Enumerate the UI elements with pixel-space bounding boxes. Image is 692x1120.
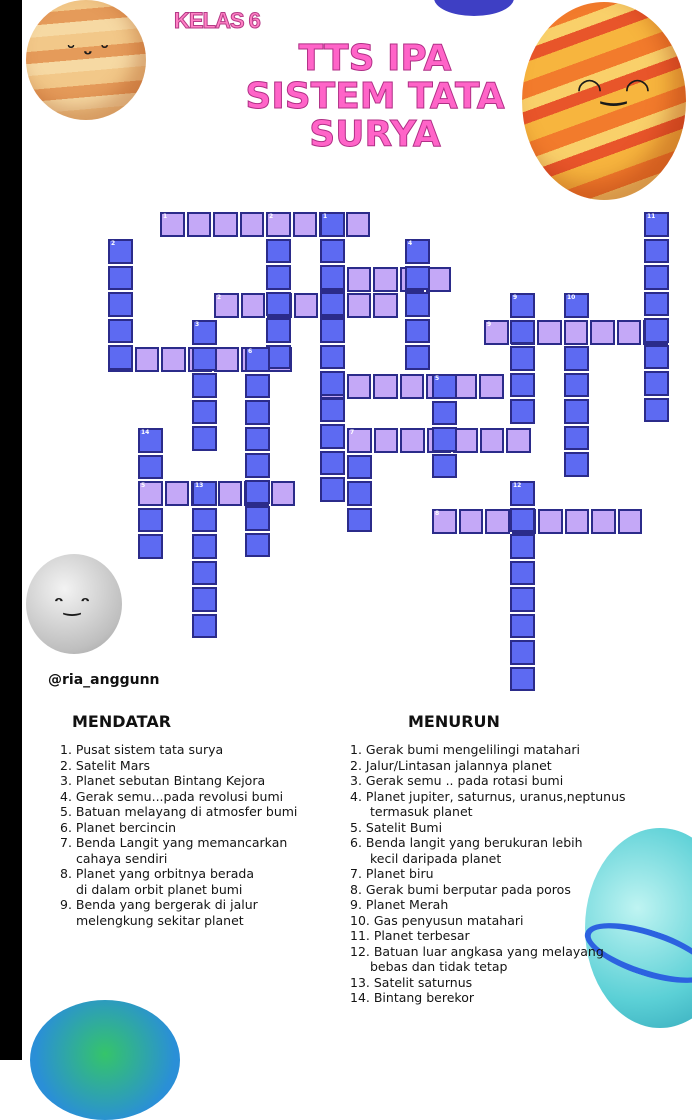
down-clue: 13. Satelit saturnus: [350, 974, 473, 990]
earth-illustration: [30, 1000, 180, 1120]
crossword-cell-across[interactable]: [485, 509, 510, 534]
crossword-cell-down[interactable]: [510, 346, 535, 371]
crossword-cell-down[interactable]: [510, 534, 535, 559]
crossword-cell-down[interactable]: [245, 427, 270, 452]
crossword-cell-down[interactable]: [564, 373, 589, 398]
clue-number: 10: [567, 294, 576, 301]
left-border: [0, 0, 22, 1060]
crossword-cell-down[interactable]: [510, 667, 535, 692]
crossword-cell-down[interactable]: [108, 292, 133, 317]
crossword-cell-across[interactable]: [453, 428, 478, 453]
crossword-cell-down[interactable]: [644, 212, 669, 237]
crossword-cell-down[interactable]: [266, 345, 291, 370]
across-clue-list: [60, 742, 345, 928]
crossword-cell-across[interactable]: [590, 320, 615, 345]
crossword-cell-down[interactable]: [644, 292, 669, 317]
crossword-cell-down[interactable]: [320, 477, 345, 502]
crossword-cell-down[interactable]: [510, 293, 535, 318]
down-clue: 1. Gerak bumi mengelilingi matahari: [350, 742, 580, 757]
crossword-cell-down[interactable]: [266, 239, 291, 264]
crossword-cell-across[interactable]: [241, 293, 266, 318]
down-clue: 9. Planet Merah: [350, 897, 449, 912]
across-clue: cahaya sendiri: [76, 850, 168, 866]
crossword-cell-down[interactable]: [432, 374, 457, 399]
across-clue: 2. Satelit Mars: [60, 757, 151, 773]
clue-number: 11: [647, 213, 656, 220]
crossword-cell-down[interactable]: [108, 266, 133, 291]
crossword-cell-down[interactable]: [347, 481, 372, 506]
crossword-cell-across[interactable]: [213, 212, 238, 237]
down-clue: kecil daripada planet: [370, 850, 502, 866]
crossword-cell-across[interactable]: [240, 212, 265, 237]
crossword-cell-down[interactable]: [245, 506, 270, 531]
crossword-cell-across[interactable]: [347, 428, 372, 453]
across-clue: 4. Gerak semu...pada revolusi bumi: [60, 788, 284, 804]
clue-number: 3: [195, 321, 200, 328]
crossword-cell-down[interactable]: [245, 453, 270, 478]
crossword-cell-down[interactable]: [320, 398, 345, 423]
crossword-cell-down[interactable]: [644, 345, 669, 370]
crossword-cell-across[interactable]: [484, 320, 509, 345]
crossword-cell-across[interactable]: [161, 347, 186, 372]
crossword-cell-across[interactable]: [565, 509, 590, 534]
crossword-cell-down[interactable]: [347, 455, 372, 480]
down-clue: 12. Batuan luar angkasa yang melayang: [350, 943, 604, 959]
crossword-cell-down[interactable]: [320, 371, 345, 396]
crossword-cell-down[interactable]: [405, 345, 430, 370]
crossword-cell-down[interactable]: [644, 398, 669, 423]
crossword-cell-down[interactable]: [266, 292, 291, 317]
crossword-cell-down[interactable]: [510, 640, 535, 665]
across-clue: 5. Batuan melayang di atmosfer bumi: [60, 804, 298, 819]
crossword-cell-across[interactable]: [400, 374, 425, 399]
clue-number: 1: [163, 213, 168, 220]
crossword-cell-across[interactable]: [479, 374, 504, 399]
crossword-cell-down[interactable]: [510, 614, 535, 639]
crossword-cell-down[interactable]: [192, 587, 217, 612]
crossword-cell-down[interactable]: [138, 508, 163, 533]
crossword-cell-down[interactable]: [405, 292, 430, 317]
crossword-cell-down[interactable]: [245, 374, 270, 399]
crossword-cell-down[interactable]: [432, 427, 457, 452]
crossword-cell-down[interactable]: [192, 347, 217, 372]
crossword-cell-down[interactable]: [108, 319, 133, 344]
down-clue-list: [350, 742, 680, 1006]
down-clue: 6. Benda langit yang berukuran lebih: [350, 835, 583, 850]
page-title: [200, 40, 550, 154]
down-clue: 3. Gerak semu .. pada rotasi bumi: [350, 773, 564, 788]
down-clue: 11. Planet terbesar: [350, 928, 470, 943]
across-clue: 8. Planet yang orbitnya berada: [60, 866, 255, 881]
crossword-cell-down[interactable]: [192, 614, 217, 639]
crossword-cell-down[interactable]: [510, 399, 535, 424]
crossword-cell-across[interactable]: [138, 481, 163, 506]
crossword-cell-across[interactable]: [294, 293, 319, 318]
down-clue: 14. Bintang berekor: [350, 990, 474, 1005]
down-clue: 2. Jalur/Lintasan jalannya planet: [350, 757, 552, 773]
grade-label: KELAS 6: [174, 8, 260, 33]
clue-number: 14: [141, 429, 150, 436]
crossword-cell-across[interactable]: [373, 293, 398, 318]
clue-number: 1: [323, 213, 328, 220]
crossword-cell-across[interactable]: [346, 212, 371, 237]
crossword-cell-across[interactable]: [373, 374, 398, 399]
crossword-cell-down[interactable]: [192, 320, 217, 345]
crossword-cell-down[interactable]: [510, 481, 535, 506]
crossword-cell-down[interactable]: [510, 320, 535, 345]
jupiter-illustration: ◠‿◠: [522, 2, 686, 200]
clue-number: 6: [248, 348, 253, 355]
clue-number: 9: [513, 294, 518, 301]
clue-number: 12: [513, 482, 522, 489]
crossword-cell-down[interactable]: [266, 318, 291, 343]
crossword-cell-down[interactable]: [320, 212, 345, 237]
crossword-cell-across[interactable]: [591, 509, 616, 534]
crossword-cell-down[interactable]: [245, 347, 270, 372]
crossword-cell-across[interactable]: [214, 347, 239, 372]
crossword-cell-down[interactable]: [245, 533, 270, 558]
clue-number: 5: [141, 482, 146, 489]
down-clue: bebas dan tidak tetap: [370, 959, 508, 974]
title-line-1: TTS IPA: [298, 38, 452, 79]
crossword-cell-down[interactable]: [108, 345, 133, 370]
down-clue: 7. Planet biru: [350, 866, 434, 881]
crossword-cell-across[interactable]: [135, 347, 160, 372]
crossword-cell-across[interactable]: [538, 509, 563, 534]
crossword-cell-across[interactable]: [293, 212, 318, 237]
crossword-cell-down[interactable]: [347, 508, 372, 533]
crossword-cell-across[interactable]: [214, 293, 239, 318]
crossword-cell-down[interactable]: [564, 346, 589, 371]
crossword-cell-down[interactable]: [192, 481, 217, 506]
crossword-cell-across[interactable]: [480, 428, 505, 453]
crossword-cell-down[interactable]: [320, 345, 345, 370]
crossword-cell-down[interactable]: [266, 265, 291, 290]
crossword-cell-down[interactable]: [192, 426, 217, 451]
crossword-cell-down[interactable]: [405, 266, 430, 291]
crossword-cell-down[interactable]: [644, 371, 669, 396]
crossword-cell-down[interactable]: [564, 452, 589, 477]
crossword-cell-down[interactable]: [510, 587, 535, 612]
crossword-cell-across[interactable]: [347, 267, 372, 292]
crossword-cell-across[interactable]: [373, 267, 398, 292]
clue-number: 5: [435, 375, 440, 382]
title-line-2: SISTEM TATA: [245, 76, 505, 117]
blue-planet-illustration: [434, 0, 514, 16]
crossword-cell-across[interactable]: [618, 509, 643, 534]
crossword-cell-down[interactable]: [192, 508, 217, 533]
down-heading: MENURUN: [408, 712, 500, 731]
down-clue: 5. Satelit Bumi: [350, 819, 443, 835]
crossword-cell-down[interactable]: [644, 239, 669, 264]
across-clue: 6. Planet bercincin: [60, 819, 177, 835]
author-credit: @ria_anggunn: [48, 672, 160, 688]
crossword-cell-down[interactable]: [320, 265, 345, 290]
crossword-cell-across[interactable]: [564, 320, 589, 345]
crossword-cell-across[interactable]: [617, 320, 642, 345]
crossword-cell-down[interactable]: [320, 318, 345, 343]
crossword-cell-down[interactable]: [245, 480, 270, 505]
crossword-cell-down[interactable]: [192, 534, 217, 559]
crossword-cell-across[interactable]: [459, 509, 484, 534]
crossword-cell-across[interactable]: [160, 212, 185, 237]
crossword-cell-down[interactable]: [192, 373, 217, 398]
across-clue: 9. Benda yang bergerak di jalur: [60, 897, 258, 912]
crossword-cell-down[interactable]: [564, 399, 589, 424]
crossword-cell-across[interactable]: [426, 267, 451, 292]
across-clue: di dalam orbit planet bumi: [76, 881, 243, 897]
down-clue: termasuk planet: [370, 804, 473, 819]
crossword-cell-down[interactable]: [138, 534, 163, 559]
crossword-cell-across[interactable]: [218, 481, 243, 506]
clue-number: 7: [350, 429, 355, 436]
clue-number: 2: [111, 240, 116, 247]
crossword-cell-down[interactable]: [432, 401, 457, 426]
crossword-cell-down[interactable]: [510, 561, 535, 586]
clue-number: 4: [408, 240, 413, 247]
crossword-cell-down[interactable]: [320, 424, 345, 449]
sleeping-planet-illustration: ˘ ᵕ ˘: [26, 0, 146, 120]
across-clue: 7. Benda Langit yang memancarkan: [60, 835, 288, 850]
crossword-cell-down[interactable]: [644, 265, 669, 290]
clue-number: 13: [195, 482, 204, 489]
moon-illustration: ᵔ‿ᵔ: [26, 554, 122, 654]
crossword-cell-down[interactable]: [405, 239, 430, 264]
crossword-cell-down[interactable]: [192, 561, 217, 586]
crossword-cell-down[interactable]: [138, 428, 163, 453]
crossword-cell-across[interactable]: [347, 293, 372, 318]
crossword-cell-down[interactable]: [510, 373, 535, 398]
crossword-cell-across[interactable]: [165, 481, 190, 506]
across-clue: 1. Pusat sistem tata surya: [60, 742, 224, 757]
crossword-cell-across[interactable]: [266, 212, 291, 237]
clue-number: 8: [435, 510, 440, 517]
crossword-cell-across[interactable]: [506, 428, 531, 453]
crossword-cell-down[interactable]: [510, 508, 535, 533]
crossword-cell-across[interactable]: [400, 428, 425, 453]
across-heading: MENDATAR: [72, 712, 172, 731]
crossword-cell-across[interactable]: [374, 428, 399, 453]
crossword-cell-down[interactable]: [320, 239, 345, 264]
crossword-cell-down[interactable]: [564, 426, 589, 451]
crossword-cell-down[interactable]: [108, 239, 133, 264]
crossword-cell-down[interactable]: [138, 455, 163, 480]
title-line-3: SURYA: [309, 114, 441, 155]
crossword-cell-down[interactable]: [320, 451, 345, 476]
across-clue: melengkung sekitar planet: [76, 912, 244, 928]
clue-number: 9: [487, 321, 492, 328]
crossword-cell-down[interactable]: [644, 318, 669, 343]
down-clue: 10. Gas penyusun matahari: [350, 912, 524, 928]
crossword-cell-down[interactable]: [564, 293, 589, 318]
crossword-cell-down[interactable]: [245, 400, 270, 425]
crossword-cell-down[interactable]: [432, 454, 457, 479]
clue-number: 2: [269, 213, 274, 220]
across-clue: 3. Planet sebutan Bintang Kejora: [60, 773, 266, 788]
crossword-cell-across[interactable]: [187, 212, 212, 237]
crossword-cell-down[interactable]: [192, 400, 217, 425]
down-clue: 4. Planet jupiter, saturnus, uranus,neptunus: [350, 788, 626, 804]
crossword-cell-across[interactable]: [271, 481, 296, 506]
crossword-cell-down[interactable]: [320, 292, 345, 317]
crossword-cell-across[interactable]: [537, 320, 562, 345]
crossword-cell-across[interactable]: [432, 509, 457, 534]
down-clue: 8. Gerak bumi berputar pada poros: [350, 881, 571, 897]
clue-number: 2: [217, 294, 222, 301]
crossword-cell-across[interactable]: [347, 374, 372, 399]
crossword-cell-down[interactable]: [405, 319, 430, 344]
